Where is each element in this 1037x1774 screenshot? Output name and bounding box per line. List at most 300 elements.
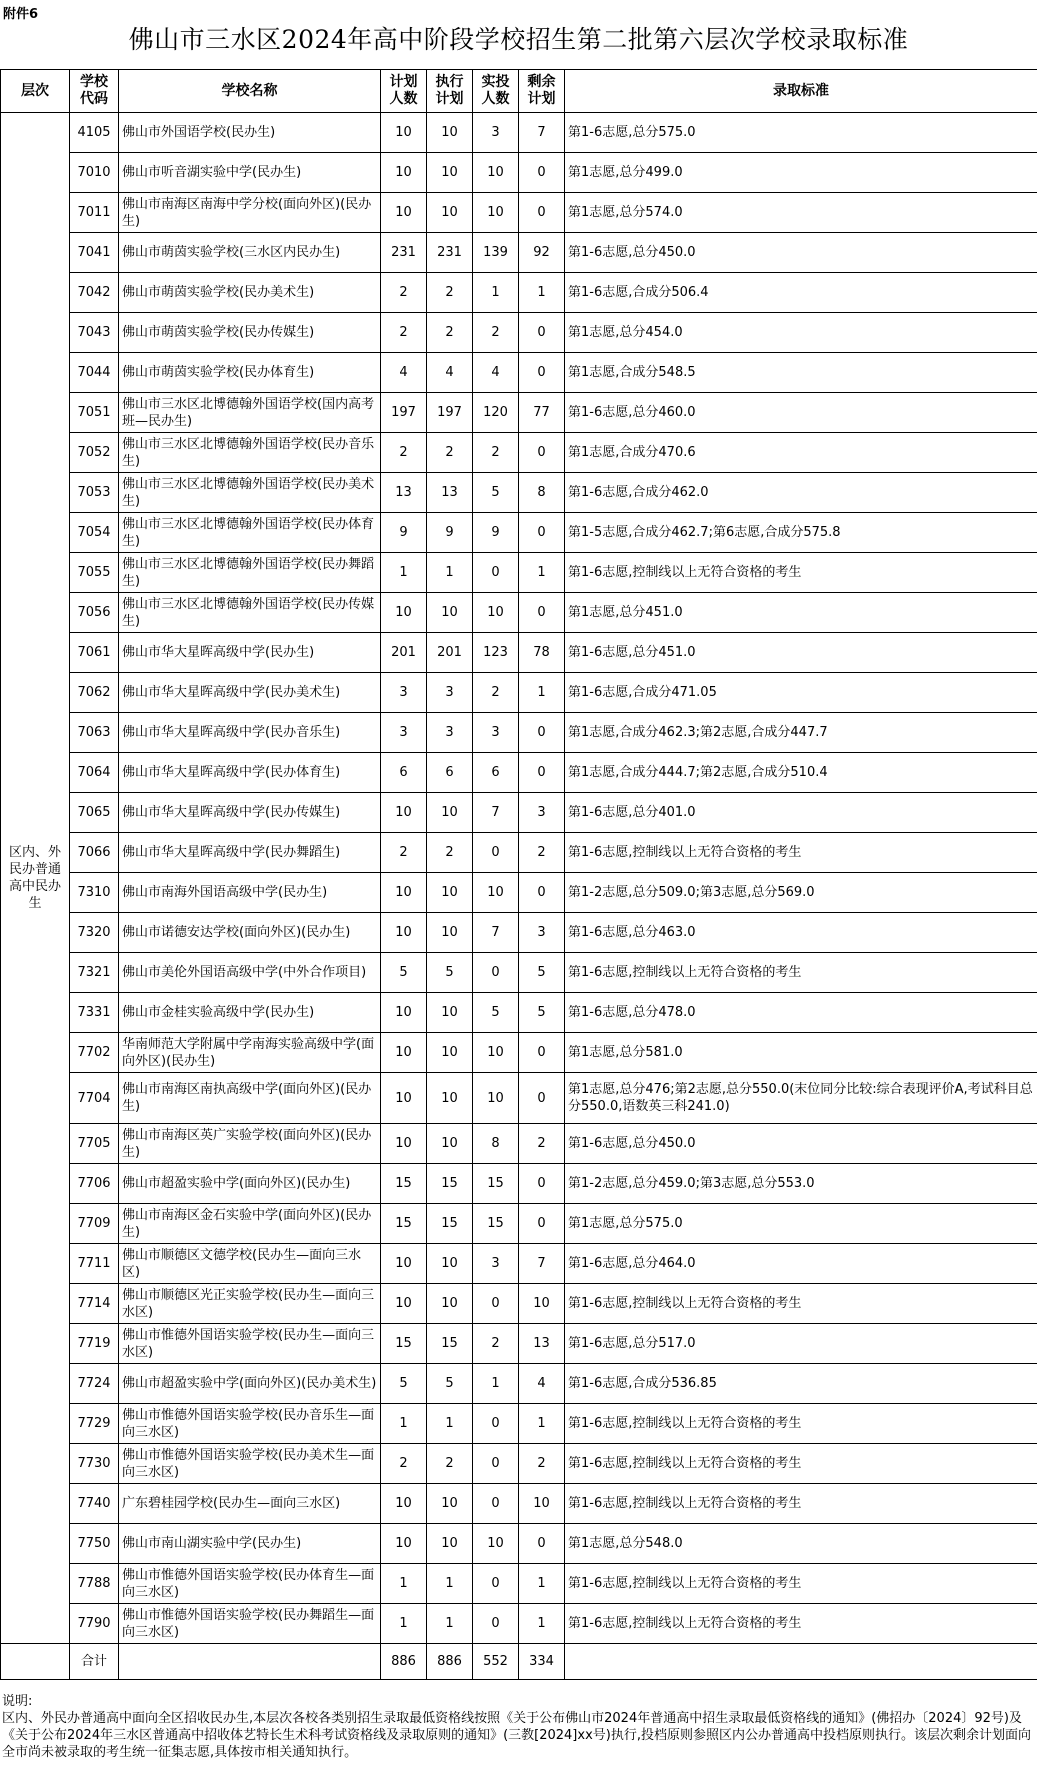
school-name-cell: 佛山市南海区南海中学分校(面向外区)(民办生) — [119, 193, 381, 233]
criteria-cell: 第1志愿,总分548.0 — [565, 1524, 1037, 1564]
criteria-cell: 第1-2志愿,总分509.0;第3志愿,总分569.0 — [565, 873, 1037, 913]
exec-cell: 13 — [427, 473, 473, 513]
actual-cell: 3 — [473, 1244, 519, 1284]
exec-cell: 10 — [427, 193, 473, 233]
remain-cell: 7 — [519, 1244, 565, 1284]
plan-cell: 231 — [381, 233, 427, 273]
table-row — [1, 873, 1037, 913]
exec-cell: 10 — [427, 1484, 473, 1524]
criteria-cell: 第1-6志愿,控制线以上无符合资格的考生 — [565, 1484, 1037, 1524]
table-row — [1, 1073, 1037, 1124]
school-name-cell: 佛山市萌茵实验学校(民办美术生) — [119, 273, 381, 313]
criteria-cell: 第1志愿,总分575.0 — [565, 1204, 1037, 1244]
code-cell: 7010 — [70, 153, 119, 193]
criteria-cell: 第1-6志愿,合成分506.4 — [565, 273, 1037, 313]
actual-cell: 10 — [473, 1033, 519, 1073]
table-row — [1, 273, 1037, 313]
school-name-cell: 佛山市南海区金石实验中学(面向外区)(民办生) — [119, 1204, 381, 1244]
table-row — [1, 793, 1037, 833]
remain-cell: 5 — [519, 993, 565, 1033]
criteria-cell: 第1-6志愿,控制线以上无符合资格的考生 — [565, 1404, 1037, 1444]
plan-cell: 9 — [381, 513, 427, 553]
code-cell: 4105 — [70, 113, 119, 153]
total-row — [1, 1644, 1037, 1680]
code-cell: 7331 — [70, 993, 119, 1033]
school-name-cell: 佛山市惟德外国语实验学校(民办美术生—面向三水区) — [119, 1444, 381, 1484]
table-row — [1, 1164, 1037, 1204]
code-cell: 7709 — [70, 1204, 119, 1244]
remain-cell: 77 — [519, 393, 565, 433]
actual-cell: 1 — [473, 1364, 519, 1404]
actual-cell: 0 — [473, 1564, 519, 1604]
table-row — [1, 1033, 1037, 1073]
code-cell: 7011 — [70, 193, 119, 233]
criteria-cell: 第1-6志愿,总分450.0 — [565, 233, 1037, 273]
school-name-cell: 佛山市三水区北博德翰外国语学校(民办美术生) — [119, 473, 381, 513]
code-cell: 7063 — [70, 713, 119, 753]
criteria-cell: 第1志愿,合成分444.7;第2志愿,合成分510.4 — [565, 753, 1037, 793]
plan-cell: 15 — [381, 1164, 427, 1204]
code-cell: 7705 — [70, 1124, 119, 1164]
table-row — [1, 673, 1037, 713]
remain-cell: 0 — [519, 433, 565, 473]
code-cell: 7702 — [70, 1033, 119, 1073]
criteria-cell: 第1-6志愿,总分575.0 — [565, 113, 1037, 153]
plan-cell: 10 — [381, 1244, 427, 1284]
table-row — [1, 313, 1037, 353]
actual-cell: 2 — [473, 313, 519, 353]
remain-cell: 5 — [519, 953, 565, 993]
table-row — [1, 1564, 1037, 1604]
table-row — [1, 633, 1037, 673]
actual-cell: 2 — [473, 673, 519, 713]
criteria-cell: 第1-6志愿,总分517.0 — [565, 1324, 1037, 1364]
total-actual: 552 — [473, 1644, 519, 1680]
actual-cell: 4 — [473, 353, 519, 393]
actual-cell: 15 — [473, 1164, 519, 1204]
plan-cell: 4 — [381, 353, 427, 393]
remain-cell: 0 — [519, 753, 565, 793]
school-name-cell: 佛山市三水区北博德翰外国语学校(民办音乐生) — [119, 433, 381, 473]
exec-cell: 4 — [427, 353, 473, 393]
plan-cell: 2 — [381, 833, 427, 873]
school-name-cell: 佛山市三水区北博德翰外国语学校(民办体育生) — [119, 513, 381, 553]
exec-cell: 10 — [427, 1124, 473, 1164]
criteria-cell: 第1志愿,总分454.0 — [565, 313, 1037, 353]
actual-cell: 0 — [473, 1444, 519, 1484]
table-row — [1, 1484, 1037, 1524]
level-cell: 区内、外民办普通高中民办生 — [1, 113, 70, 1644]
remain-cell: 3 — [519, 793, 565, 833]
actual-cell: 0 — [473, 833, 519, 873]
table-row — [1, 1204, 1037, 1244]
criteria-cell: 第1-6志愿,总分464.0 — [565, 1244, 1037, 1284]
exec-cell: 5 — [427, 1364, 473, 1404]
total-plan: 886 — [381, 1644, 427, 1680]
table-row — [1, 1604, 1037, 1644]
code-cell: 7051 — [70, 393, 119, 433]
criteria-cell: 第1-6志愿,控制线以上无符合资格的考生 — [565, 1564, 1037, 1604]
actual-cell: 123 — [473, 633, 519, 673]
criteria-cell: 第1志愿,总分581.0 — [565, 1033, 1037, 1073]
code-cell: 7788 — [70, 1564, 119, 1604]
total-blank — [565, 1644, 1037, 1680]
remain-cell: 2 — [519, 833, 565, 873]
remain-cell: 0 — [519, 513, 565, 553]
code-cell: 7053 — [70, 473, 119, 513]
exec-cell: 201 — [427, 633, 473, 673]
exec-cell: 231 — [427, 233, 473, 273]
plan-cell: 10 — [381, 873, 427, 913]
table-row — [1, 833, 1037, 873]
plan-cell: 1 — [381, 1564, 427, 1604]
exec-cell: 15 — [427, 1324, 473, 1364]
criteria-cell: 第1-6志愿,控制线以上无符合资格的考生 — [565, 553, 1037, 593]
remain-cell: 1 — [519, 273, 565, 313]
plan-cell: 1 — [381, 1604, 427, 1644]
actual-cell: 3 — [473, 113, 519, 153]
criteria-cell: 第1-6志愿,合成分536.85 — [565, 1364, 1037, 1404]
exec-cell: 197 — [427, 393, 473, 433]
plan-cell: 6 — [381, 753, 427, 793]
col-actual: 实投 人数 — [473, 70, 519, 113]
code-cell: 7061 — [70, 633, 119, 673]
criteria-cell: 第1-6志愿,总分478.0 — [565, 993, 1037, 1033]
plan-cell: 10 — [381, 993, 427, 1033]
col-level: 层次 — [1, 70, 70, 113]
table-row — [1, 473, 1037, 513]
exec-cell: 1 — [427, 553, 473, 593]
code-cell: 7056 — [70, 593, 119, 633]
school-name-cell: 佛山市惟德外国语实验学校(民办舞蹈生—面向三水区) — [119, 1604, 381, 1644]
remain-cell: 1 — [519, 673, 565, 713]
table-row — [1, 1324, 1037, 1364]
plan-cell: 201 — [381, 633, 427, 673]
table-row — [1, 713, 1037, 753]
exec-cell: 10 — [427, 1073, 473, 1124]
actual-cell: 0 — [473, 553, 519, 593]
school-name-cell: 佛山市惟德外国语实验学校(民办体育生—面向三水区) — [119, 1564, 381, 1604]
plan-cell: 10 — [381, 153, 427, 193]
school-name-cell: 佛山市诺德安达学校(面向外区)(民办生) — [119, 913, 381, 953]
total-blank — [119, 1644, 381, 1680]
plan-cell: 10 — [381, 793, 427, 833]
actual-cell: 10 — [473, 873, 519, 913]
exec-cell: 10 — [427, 113, 473, 153]
remain-cell: 10 — [519, 1284, 565, 1324]
exec-cell: 2 — [427, 313, 473, 353]
exec-cell: 1 — [427, 1564, 473, 1604]
code-cell: 7729 — [70, 1404, 119, 1444]
criteria-cell: 第1-6志愿,总分451.0 — [565, 633, 1037, 673]
actual-cell: 8 — [473, 1124, 519, 1164]
table-row — [1, 593, 1037, 633]
criteria-cell: 第1志愿,合成分470.6 — [565, 433, 1037, 473]
table-row — [1, 233, 1037, 273]
table-row — [1, 753, 1037, 793]
criteria-cell: 第1-2志愿,总分459.0;第3志愿,总分553.0 — [565, 1164, 1037, 1204]
criteria-cell: 第1志愿,总分499.0 — [565, 153, 1037, 193]
remain-cell: 4 — [519, 1364, 565, 1404]
plan-cell: 10 — [381, 1073, 427, 1124]
actual-cell: 139 — [473, 233, 519, 273]
criteria-cell: 第1-6志愿,控制线以上无符合资格的考生 — [565, 1604, 1037, 1644]
actual-cell: 7 — [473, 793, 519, 833]
exec-cell: 15 — [427, 1204, 473, 1244]
plan-cell: 2 — [381, 1444, 427, 1484]
plan-cell: 10 — [381, 1524, 427, 1564]
actual-cell: 0 — [473, 1284, 519, 1324]
plan-cell: 2 — [381, 313, 427, 353]
criteria-cell: 第1-6志愿,总分460.0 — [565, 393, 1037, 433]
school-name-cell: 佛山市美伦外国语高级中学(中外合作项目) — [119, 953, 381, 993]
plan-cell: 3 — [381, 713, 427, 753]
actual-cell: 2 — [473, 1324, 519, 1364]
code-cell: 7052 — [70, 433, 119, 473]
plan-cell: 10 — [381, 1124, 427, 1164]
actual-cell: 10 — [473, 1073, 519, 1124]
remain-cell: 0 — [519, 593, 565, 633]
remain-cell: 0 — [519, 153, 565, 193]
school-name-cell: 佛山市外国语学校(民办生) — [119, 113, 381, 153]
code-cell: 7711 — [70, 1244, 119, 1284]
school-name-cell: 佛山市萌茵实验学校(三水区内民办生) — [119, 233, 381, 273]
criteria-cell: 第1-6志愿,合成分462.0 — [565, 473, 1037, 513]
remain-cell: 13 — [519, 1324, 565, 1364]
actual-cell: 2 — [473, 433, 519, 473]
code-cell: 7750 — [70, 1524, 119, 1564]
exec-cell: 10 — [427, 793, 473, 833]
total-blank — [1, 1644, 70, 1680]
school-name-cell: 佛山市萌茵实验学校(民办传媒生) — [119, 313, 381, 353]
table-row — [1, 953, 1037, 993]
plan-cell: 15 — [381, 1324, 427, 1364]
actual-cell: 0 — [473, 1604, 519, 1644]
attachment-label: 附件6 — [3, 7, 39, 22]
school-name-cell: 佛山市金桂实验高级中学(民办生) — [119, 993, 381, 1033]
admission-table — [0, 69, 1037, 1680]
code-cell: 7321 — [70, 953, 119, 993]
plan-cell: 2 — [381, 433, 427, 473]
remain-cell: 0 — [519, 1164, 565, 1204]
plan-cell: 197 — [381, 393, 427, 433]
total-exec: 886 — [427, 1644, 473, 1680]
remain-cell: 0 — [519, 1204, 565, 1244]
criteria-cell: 第1-6志愿,合成分471.05 — [565, 673, 1037, 713]
actual-cell: 10 — [473, 1524, 519, 1564]
code-cell: 7320 — [70, 913, 119, 953]
total-label: 合计 — [70, 1644, 119, 1680]
school-name-cell: 佛山市顺德区文德学校(民办生—面向三水区) — [119, 1244, 381, 1284]
remain-cell: 0 — [519, 873, 565, 913]
remain-cell: 0 — [519, 713, 565, 753]
exec-cell: 10 — [427, 1284, 473, 1324]
criteria-cell: 第1-5志愿,合成分462.7;第6志愿,合成分575.8 — [565, 513, 1037, 553]
table-row — [1, 193, 1037, 233]
school-name-cell: 佛山市华大星晖高级中学(民办传媒生) — [119, 793, 381, 833]
code-cell: 7719 — [70, 1324, 119, 1364]
plan-cell: 10 — [381, 193, 427, 233]
remain-cell: 2 — [519, 1124, 565, 1164]
exec-cell: 10 — [427, 153, 473, 193]
school-name-cell: 佛山市超盈实验中学(面向外区)(民办美术生) — [119, 1364, 381, 1404]
plan-cell: 2 — [381, 273, 427, 313]
code-cell: 7041 — [70, 233, 119, 273]
exec-cell: 5 — [427, 953, 473, 993]
actual-cell: 3 — [473, 713, 519, 753]
code-cell: 7042 — [70, 273, 119, 313]
remain-cell: 1 — [519, 553, 565, 593]
remain-cell: 0 — [519, 353, 565, 393]
school-name-cell: 佛山市三水区北博德翰外国语学校(国内高考班—民办生) — [119, 393, 381, 433]
code-cell: 7062 — [70, 673, 119, 713]
exec-cell: 15 — [427, 1164, 473, 1204]
plan-cell: 10 — [381, 1033, 427, 1073]
plan-cell: 10 — [381, 113, 427, 153]
code-cell: 7790 — [70, 1604, 119, 1644]
school-name-cell: 佛山市华大星晖高级中学(民办生) — [119, 633, 381, 673]
code-cell: 7064 — [70, 753, 119, 793]
table-row — [1, 1284, 1037, 1324]
actual-cell: 10 — [473, 193, 519, 233]
school-name-cell: 佛山市顺德区光正实验学校(民办生—面向三水区) — [119, 1284, 381, 1324]
exec-cell: 10 — [427, 873, 473, 913]
plan-cell: 3 — [381, 673, 427, 713]
code-cell: 7740 — [70, 1484, 119, 1524]
col-remain: 剩余 计划 — [519, 70, 565, 113]
school-name-cell: 佛山市华大星晖高级中学(民办美术生) — [119, 673, 381, 713]
school-name-cell: 佛山市超盈实验中学(面向外区)(民办生) — [119, 1164, 381, 1204]
exec-cell: 2 — [427, 833, 473, 873]
code-cell: 7714 — [70, 1284, 119, 1324]
table-row — [1, 1124, 1037, 1164]
code-cell: 7054 — [70, 513, 119, 553]
plan-cell: 5 — [381, 1364, 427, 1404]
remain-cell: 8 — [519, 473, 565, 513]
table-row — [1, 113, 1037, 153]
actual-cell: 7 — [473, 913, 519, 953]
table-row — [1, 353, 1037, 393]
actual-cell: 5 — [473, 993, 519, 1033]
code-cell: 7724 — [70, 1364, 119, 1404]
school-name-cell: 佛山市华大星晖高级中学(民办舞蹈生) — [119, 833, 381, 873]
plan-cell: 1 — [381, 1404, 427, 1444]
table-row — [1, 1404, 1037, 1444]
code-cell: 7730 — [70, 1444, 119, 1484]
code-cell: 7065 — [70, 793, 119, 833]
plan-cell: 13 — [381, 473, 427, 513]
actual-cell: 0 — [473, 953, 519, 993]
plan-cell: 15 — [381, 1204, 427, 1244]
criteria-cell: 第1志愿,合成分462.3;第2志愿,合成分447.7 — [565, 713, 1037, 753]
exec-cell: 10 — [427, 993, 473, 1033]
col-name: 学校名称 — [119, 70, 381, 113]
remain-cell: 7 — [519, 113, 565, 153]
school-name-cell: 佛山市惟德外国语实验学校(民办生—面向三水区) — [119, 1324, 381, 1364]
table-row — [1, 1364, 1037, 1404]
notes-body: 区内、外民办普通高中面向全区招收民办生,本层次各校各类别招生录取最低资格线按照《关于公布佛山市2024年普通高中招生录取最低资格线的通知》(佛招办〔2024〕92号)及《关于公布2024年三水区普通高中招收体艺特长生术科考试资格线及录取原则的通知》(三教[2024]xx号)执行,投档原则参照区内公办普通高中投档原则执行。该层次剩余计划面向全市尚未被录取的考生统一征集志愿,具体按市相关通知执行。 — [2, 1711, 1031, 1760]
criteria-cell: 第1-6志愿,总分450.0 — [565, 1124, 1037, 1164]
criteria-cell: 第1-6志愿,总分401.0 — [565, 793, 1037, 833]
criteria-cell: 第1-6志愿,控制线以上无符合资格的考生 — [565, 1444, 1037, 1484]
exec-cell: 9 — [427, 513, 473, 553]
actual-cell: 0 — [473, 1404, 519, 1444]
exec-cell: 10 — [427, 1033, 473, 1073]
exec-cell: 2 — [427, 1444, 473, 1484]
actual-cell: 5 — [473, 473, 519, 513]
criteria-cell: 第1-6志愿,控制线以上无符合资格的考生 — [565, 833, 1037, 873]
criteria-cell: 第1-6志愿,总分463.0 — [565, 913, 1037, 953]
criteria-cell: 第1志愿,总分476;第2志愿,总分550.0(末位同分比较:综合表现评价A,考试科目总分550.0,语数英三科241.0) — [565, 1073, 1037, 1124]
exec-cell: 2 — [427, 433, 473, 473]
remain-cell: 1 — [519, 1564, 565, 1604]
criteria-cell: 第1志愿,总分574.0 — [565, 193, 1037, 233]
actual-cell: 10 — [473, 593, 519, 633]
school-name-cell: 广东碧桂园学校(民办生—面向三水区) — [119, 1484, 381, 1524]
table-row — [1, 1244, 1037, 1284]
notes — [2, 1693, 1032, 1761]
col-exec: 执行 计划 — [427, 70, 473, 113]
col-criteria: 录取标准 — [565, 70, 1037, 113]
school-name-cell: 佛山市惟德外国语实验学校(民办音乐生—面向三水区) — [119, 1404, 381, 1444]
remain-cell: 0 — [519, 193, 565, 233]
remain-cell: 0 — [519, 1524, 565, 1564]
criteria-cell: 第1-6志愿,控制线以上无符合资格的考生 — [565, 1284, 1037, 1324]
table-row — [1, 1444, 1037, 1484]
exec-cell: 6 — [427, 753, 473, 793]
school-name-cell: 佛山市萌茵实验学校(民办体育生) — [119, 353, 381, 393]
plan-cell: 10 — [381, 913, 427, 953]
total-remain: 334 — [519, 1644, 565, 1680]
criteria-cell: 第1志愿,总分451.0 — [565, 593, 1037, 633]
exec-cell: 3 — [427, 673, 473, 713]
school-name-cell: 佛山市南海区英广实验学校(面向外区)(民办生) — [119, 1124, 381, 1164]
school-name-cell: 华南师范大学附属中学南海实验高级中学(面向外区)(民办生) — [119, 1033, 381, 1073]
remain-cell: 2 — [519, 1444, 565, 1484]
actual-cell: 10 — [473, 153, 519, 193]
criteria-cell: 第1志愿,合成分548.5 — [565, 353, 1037, 393]
page-title: 佛山市三水区2024年高中阶段学校招生第二批第六层次学校录取标准 — [128, 25, 909, 54]
table-row — [1, 513, 1037, 553]
code-cell: 7043 — [70, 313, 119, 353]
table-row — [1, 393, 1037, 433]
code-cell: 7310 — [70, 873, 119, 913]
school-name-cell: 佛山市南山湖实验中学(民办生) — [119, 1524, 381, 1564]
header-row — [1, 70, 1037, 113]
code-cell: 7055 — [70, 553, 119, 593]
remain-cell: 0 — [519, 1073, 565, 1124]
code-cell: 7706 — [70, 1164, 119, 1204]
remain-cell: 3 — [519, 913, 565, 953]
remain-cell: 78 — [519, 633, 565, 673]
table-row — [1, 553, 1037, 593]
remain-cell: 1 — [519, 1404, 565, 1444]
plan-cell: 5 — [381, 953, 427, 993]
notes-title: 说明: — [2, 1694, 33, 1709]
col-plan: 计划 人数 — [381, 70, 427, 113]
plan-cell: 1 — [381, 553, 427, 593]
school-name-cell: 佛山市华大星晖高级中学(民办体育生) — [119, 753, 381, 793]
code-cell: 7066 — [70, 833, 119, 873]
school-name-cell: 佛山市华大星晖高级中学(民办音乐生) — [119, 713, 381, 753]
actual-cell: 120 — [473, 393, 519, 433]
school-name-cell: 佛山市南海外国语高级中学(民办生) — [119, 873, 381, 913]
remain-cell: 1 — [519, 1604, 565, 1644]
exec-cell: 10 — [427, 1244, 473, 1284]
remain-cell: 0 — [519, 1033, 565, 1073]
exec-cell: 10 — [427, 593, 473, 633]
remain-cell: 92 — [519, 233, 565, 273]
